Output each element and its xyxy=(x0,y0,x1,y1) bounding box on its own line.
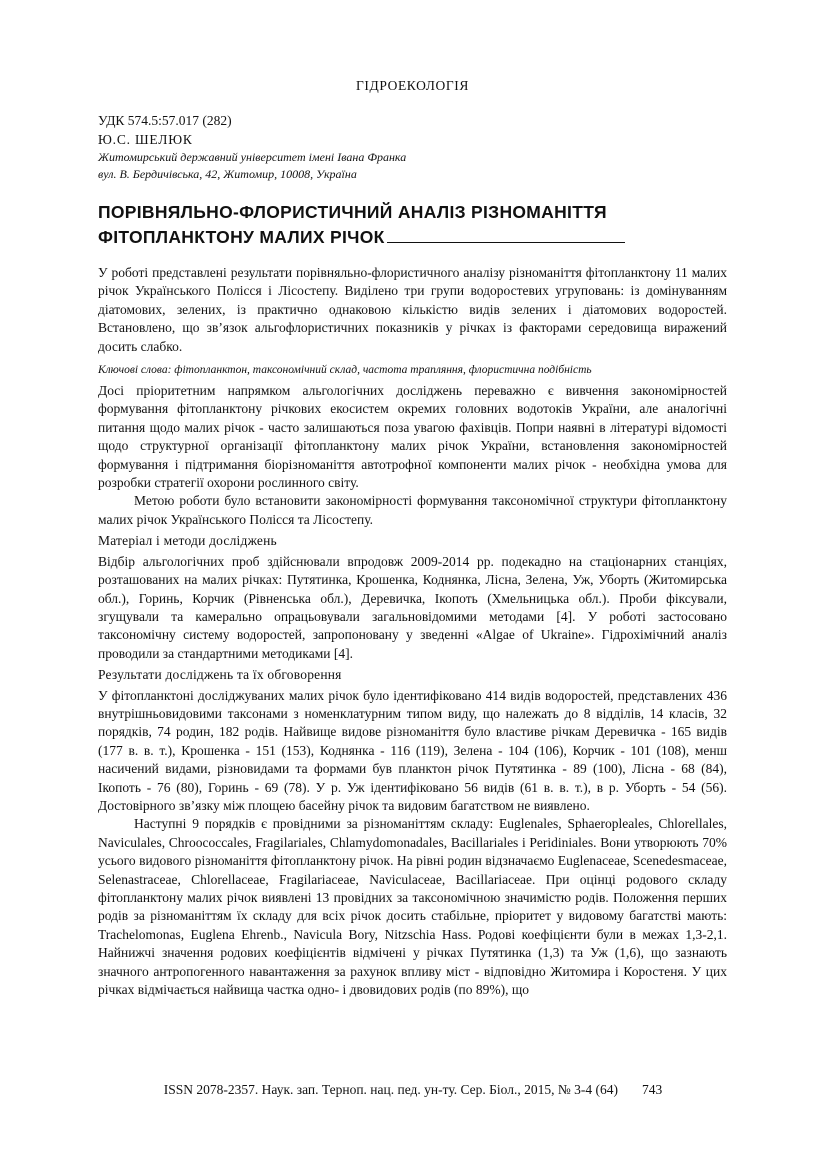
page-number: 743 xyxy=(641,1082,663,1097)
methods-heading: Матеріал і методи досліджень xyxy=(98,533,277,549)
affiliation-institution: Житомирський державний університет імені Івана Франка xyxy=(98,150,407,164)
title-rule xyxy=(387,227,625,243)
intro-paragraph-2: Метою роботи було встановити закономірності формування таксономічної структури фітопланктону малих річок Українського Полісся та Лісостепу. xyxy=(98,493,727,527)
abstract-text: У роботі представлені результати порівняльно-флористичного аналізу різноманіття фітопланктону 11 малих річок Українського Полісся і Лісостепу. Виділено три групи водоростевих угруповань: із домінуванням діатомових, зелених, із практично однаковою кількістю видів зелених і діатомових водоростей. Встановлено, що зв’язок альгофлористичних показників у річках із факторами середовища виражений досить слабко. xyxy=(98,265,727,354)
keywords-label: Ключові слова: xyxy=(98,364,172,377)
keywords xyxy=(98,362,727,378)
methods-paragraph: Відбір альгологічних проб здійснювали впродовж 2009-2014 рр. подекадно на стаціонарних станціях, розташованих на малих річках: Путятинка, Крошенка, Коднянка, Лісна, Зелена, Уж, Уборть (Житомирська обл.), Горинь, Корчик (Рівненська обл.), Деревичка, Ікопоть (Хмельницька обл.). Проби фіксували, згущували та камерально опрацьовували загальновідомими методами [4]. У роботі застосовано таксономічну систему водоростей, запропоновану у зведенні «Algae of Ukraine». Гідрохімічний аналіз проводили за стандартними методиками [4]. xyxy=(98,553,727,661)
author-name: Ю.С. ШЕЛЮК xyxy=(98,132,193,147)
journal-citation: ISSN 2078-2357. Наук. зап. Терноп. нац. пед. ун-ту. Сер. Біол., 2015, № 3-4 (64) xyxy=(163,1082,618,1097)
page-footer xyxy=(0,1082,826,1098)
article-page xyxy=(98,78,727,999)
title-line-2-wrap xyxy=(98,225,727,250)
results-paragraph-2: Наступні 9 порядків є провідними за різноманіттям складу: Euglenales, Sphaeropleales, Chlorellales, Naviculales, Chroococcales, Fragilariales, Chlamydomonadales, Bacillariales і Peridiniales. Вони утворюють 70% усього видового різноманіття фітопланктону річок. На рівні родин відзначаємо Euglenaceae, Scenedesmaceae, Selenastraceae, Chlorellaceae, Fragilariaceae, Naviculaceae, Bacillariaceae. При оцінці родового складу фітопланктону малих річок виявлені 13 провідних за таксономічною значимістю родів. Положення перших родів за різноманіттям їх складу для всіх річок досить стабільне, пріоритет у видовому багатстві мають: Trachelomonas, Euglena Ehrenb., Navicula Bory, Nitzschia Hass. Родові коефіцієнти були в межах 1,3-2,1. Найнижчі значення родових коефіцієнтів відмічені у річках Путятинка (1,3) та Уж (1,6), що зазнають значного антропогенного навантаження за рахунок впливу міст - відповідно Житомира і Коростеня. У цих річках відмічається найвища частка одно- і двовидових родів (по 89%), що xyxy=(98,816,727,998)
title-line-2: ФІТОПЛАНКТОНУ МАЛИХ РІЧОК xyxy=(98,227,385,247)
results-heading: Результати досліджень та їх обговорення xyxy=(98,667,342,683)
article-title xyxy=(98,200,727,250)
affiliation-address: вул. В. Бердичівська, 42, Житомир, 10008, Україна xyxy=(98,167,357,181)
abstract xyxy=(98,264,727,356)
section-header: ГІДРОЕКОЛОГІЯ xyxy=(356,78,469,93)
intro-paragraph-1: Досі пріоритетним напрямком альгологічних досліджень переважно є вивчення закономірностей формування фітопланктону річкових екосистем окремих головних водотоків України, але аналогічні питання щодо малих річок - часто залишаються поза увагою фахівців. Попри наявні в літературі відомості щодо структурної організації фітопланктону малих річок України, встановлення закономірностей формування і підтримання біорізноманіття автотрофної компоненти малих річок - необхідна умова для розробки стратегії охорони рослинного світу. xyxy=(98,383,727,491)
udk-code: УДК 574.5:57.017 (282) xyxy=(98,113,232,128)
title-line-1: ПОРІВНЯЛЬНО-ФЛОРИСТИЧНИЙ АНАЛІЗ РІЗНОМАНІТТЯ xyxy=(98,202,607,222)
results-paragraph-1: У фітопланктоні досліджуваних малих річок було ідентифіковано 414 видів водоростей, представлених 436 внутрішньовидовими таксонами з номенклатурним типом виду, що належать до 8 відділів, 14 класів, 32 порядків, 74 родин, 182 родів. Найвище видове різноманіття було властиве річкам Деревичка - 165 видів (177 в. в. т.), Крошенка - 151 (153), Коднянка - 116 (119), Зелена - 104 (106), Корчик - 101 (108), менш насичений видами, різновидами та формами був планктон річок Путятинка - 89 (100), Лісна - 68 (84), Ікопоть - 76 (80), Горинь - 69 (78). У р. Уж ідентифіковано 56 видів (61 в. в. т.), в р. Уборть - 54 (56). Достовірного зв’язку між площею басейну річок та видовим багатством не виявлено. xyxy=(98,687,727,813)
keywords-text: фітопланктон, таксономічний склад, частота трапляння, флористична подібність xyxy=(171,364,592,377)
